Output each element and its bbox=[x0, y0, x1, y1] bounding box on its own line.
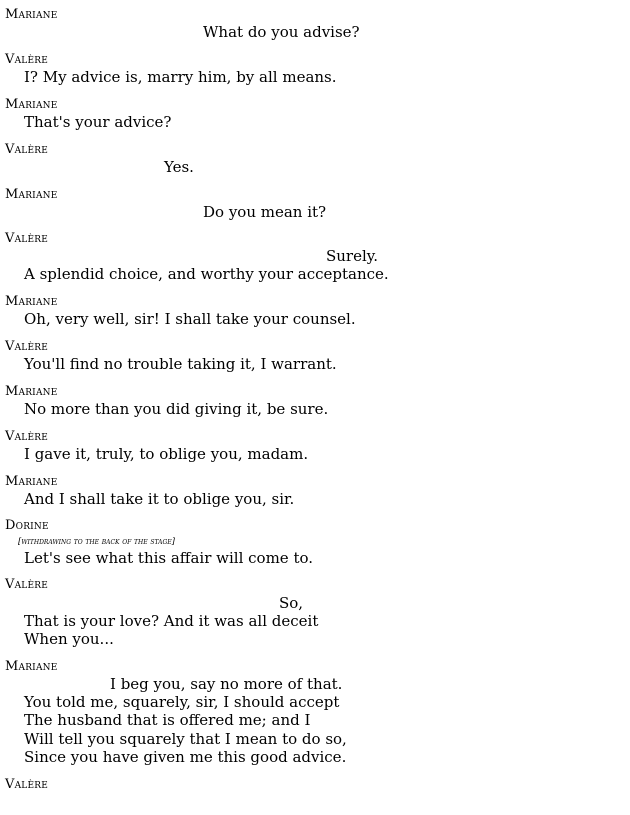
dialogue-line: So, bbox=[279, 594, 304, 612]
dialogue-line: Will tell you squarely that I mean to do so, bbox=[24, 730, 347, 748]
dialogue-line: Surely. bbox=[326, 247, 379, 265]
speaker-name: Valère bbox=[5, 429, 48, 444]
dialogue-line: I? My advice is, marry him, by all means. bbox=[24, 68, 337, 86]
speaker-name: Dorine bbox=[5, 518, 49, 533]
dialogue-line: Do you mean it? bbox=[203, 203, 327, 221]
speaker-name: Mariane bbox=[5, 7, 58, 22]
speaker-name: Mariane bbox=[5, 474, 58, 489]
dialogue-line: And I shall take it to oblige you, sir. bbox=[24, 490, 295, 508]
dialogue-line: Since you have given me this good advice. bbox=[24, 748, 347, 766]
dialogue-line: You'll find no trouble taking it, I warrant. bbox=[24, 355, 337, 373]
speaker-name: Mariane bbox=[5, 384, 58, 399]
dialogue-line: No more than you did giving it, be sure. bbox=[24, 400, 329, 418]
stage-direction: [withdrawing to the back of the stage] bbox=[18, 537, 175, 547]
speaker-name: Valère bbox=[5, 142, 48, 157]
dialogue-line: Oh, very well, sir! I shall take your counsel. bbox=[24, 310, 356, 328]
dialogue-line: When you... bbox=[24, 630, 114, 648]
dialogue-line: Let's see what this affair will come to. bbox=[24, 549, 314, 567]
dialogue-line: That's your advice? bbox=[24, 113, 172, 131]
speaker-name: Valère bbox=[5, 577, 48, 592]
speaker-name: Valère bbox=[5, 231, 48, 246]
dialogue-line: I gave it, truly, to oblige you, madam. bbox=[24, 445, 309, 463]
dialogue-line: I beg you, say no more of that. bbox=[110, 675, 343, 693]
dialogue-line: That is your love? And it was all deceit bbox=[24, 612, 319, 630]
dialogue-line: A splendid choice, and worthy your acceptance. bbox=[24, 265, 389, 283]
speaker-name: Valère bbox=[5, 339, 48, 354]
speaker-name: Valère bbox=[5, 777, 48, 792]
speaker-name: Mariane bbox=[5, 294, 58, 309]
dialogue-line: Yes. bbox=[164, 158, 194, 176]
speaker-name: Mariane bbox=[5, 187, 58, 202]
dialogue-line: What do you advise? bbox=[203, 23, 360, 41]
speaker-name: Valère bbox=[5, 52, 48, 67]
dialogue-line: The husband that is offered me; and I bbox=[24, 711, 311, 729]
speaker-name: Mariane bbox=[5, 659, 58, 674]
dialogue-line: You told me, squarely, sir, I should accept bbox=[24, 693, 340, 711]
speaker-name: Mariane bbox=[5, 97, 58, 112]
